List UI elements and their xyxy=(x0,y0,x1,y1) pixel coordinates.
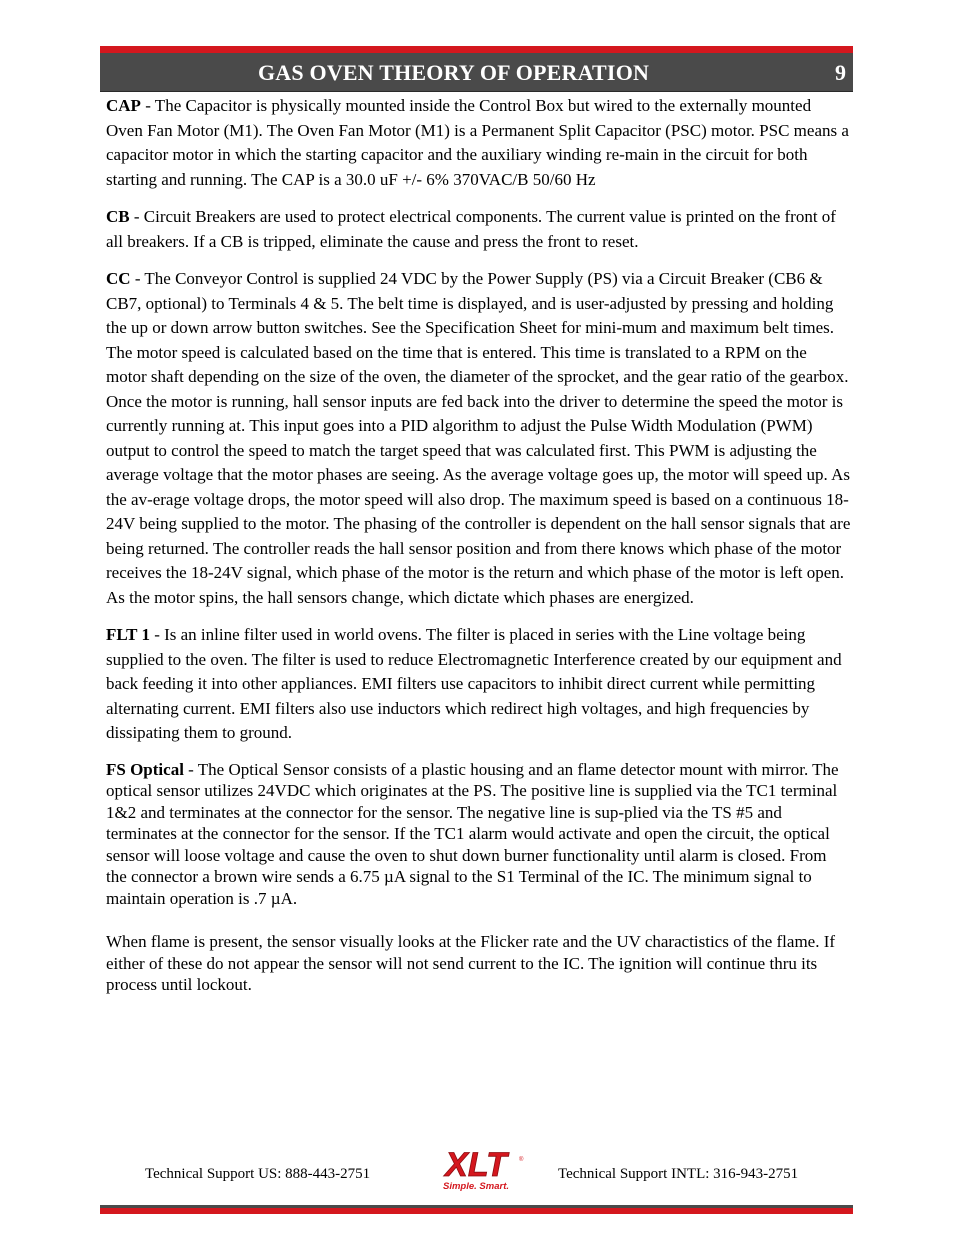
footer-accent-stripe xyxy=(100,1208,853,1214)
term-label: CB xyxy=(106,207,130,226)
page-number: 9 xyxy=(835,60,846,85)
section-flt1 xyxy=(106,623,851,746)
term-label: CAP xyxy=(106,96,141,115)
term-label: FS Optical xyxy=(106,759,184,779)
section-cc xyxy=(106,267,851,610)
term-description: - The Conveyor Control is supplied 24 VDC by the Power Supply (PS) via a Circuit Breaker (CB6 & CB7, optional) to Terminals 4 & 5. The belt time is displayed, and is user-adjusted by pressing and holding the up or down arrow button switches. See the Specification Sheet for mini-mum and maximum belt times. The motor speed is calculated based on the time that is entered. This time is translated to a RPM on the motor shaft depending on the size of the oven, the diameter of the sprocket, and the gear ratio of the gearbox. Once the motor is running, hall sensor inputs are fed back into the driver to determine the speed the motor is currently running at. This input goes into a PID algorithm to adjust the Pulse Width Modulation (PWM) output to control the speed to match the target speed that was calculated first. This PWM is adjusting the average voltage that the motor phases are seeing. As the average voltage goes up, the motor will speed up. As the av-erage voltage drops, the motor speed will also drop. The maximum speed is based on a continuous 18-24V being supplied to the motor. The phasing of the controller is dependent on the hall sensor signals that are being returned. The controller reads the hall sensor position and from there knows which phase of the motor receives the 18-24V signal, which phase of the motor is the return and which phase of the motor is left open. As the motor spins, the hall sensors change, which dictate which phases are energized. xyxy=(106,269,851,607)
term-label: FLT 1 xyxy=(106,625,150,644)
paragraph-spacer xyxy=(106,922,851,931)
header-accent-stripe xyxy=(100,46,853,53)
term-description: - The Optical Sensor consists of a plastic housing and an flame detector mount with mirror. The optical sensor utilizes 24VDC which originates at the PS. The positive line is supplied via the TC1 terminal 1&2 and terminates at the connector for the sensor. The negative line is sup-plied via the TS #5 and terminates at the connector for the sensor. If the TC1 alarm would activate and open the circuit, the optical sensor will loose voltage and cause the oven to shut down burner functionality until alarm is closed. From the connector a brown wire sends a 6.75 µA signal to the S1 Terminal of the IC. The minimum signal to maintain operation is .7 µA. xyxy=(106,759,839,908)
logo-wordmark: XLT xyxy=(445,1146,507,1184)
term-label: CC xyxy=(106,269,131,288)
section-fs-optical xyxy=(106,759,851,910)
section-cap xyxy=(106,94,851,192)
document-body xyxy=(106,94,851,1009)
page-title: GAS OVEN THEORY OF OPERATION xyxy=(258,60,650,85)
term-description: - The Capacitor is physically mounted inside the Control Box but wired to the externally mounted Oven Fan Motor (M1). The Oven Fan Motor (M1) is a Permanent Split Capacitor (PSC) motor. PSC means a capacitor motor in which the starting capacitor and the auxiliary winding re-main in the circuit for both starting and running. The CAP is a 30.0 uF +/- 6% 370VAC/B 50/60 Hz xyxy=(106,96,849,189)
footer-support-us: Technical Support US: 888-443-2751 xyxy=(145,1166,371,1182)
section-cb xyxy=(106,205,851,254)
term-description: - Is an inline filter used in world ovens. The filter is placed in series with the Line voltage being supplied to the oven. The filter is used to reduce Electromagnetic Interference created by our equipment and back feeding it into other appliances. EMI filters use capacitors to inhibit direct current while permitting alternating current. EMI filters also use inductors which redirect high voltages, and high frequencies by dissipating them to ground. xyxy=(106,625,842,742)
term-description: - Circuit Breakers are used to protect electrical components. The current value is printed on the front of all breakers. If a CB is tripped, eliminate the cause and press the front to reset. xyxy=(106,207,836,251)
registered-mark: ® xyxy=(519,1157,524,1163)
logo-tagline: Simple. Smart. xyxy=(443,1181,509,1192)
footer-support-intl: Technical Support INTL: 316-943-2751 xyxy=(558,1166,799,1182)
closing-paragraph: When flame is present, the sensor visually looks at the Flicker rate and the UV charactistics of the flame. If either of these do not appear the sensor will not send current to the IC. The ignition will continue thru its process until lockout. xyxy=(106,932,836,994)
xlt-logo-icon xyxy=(426,1144,526,1192)
